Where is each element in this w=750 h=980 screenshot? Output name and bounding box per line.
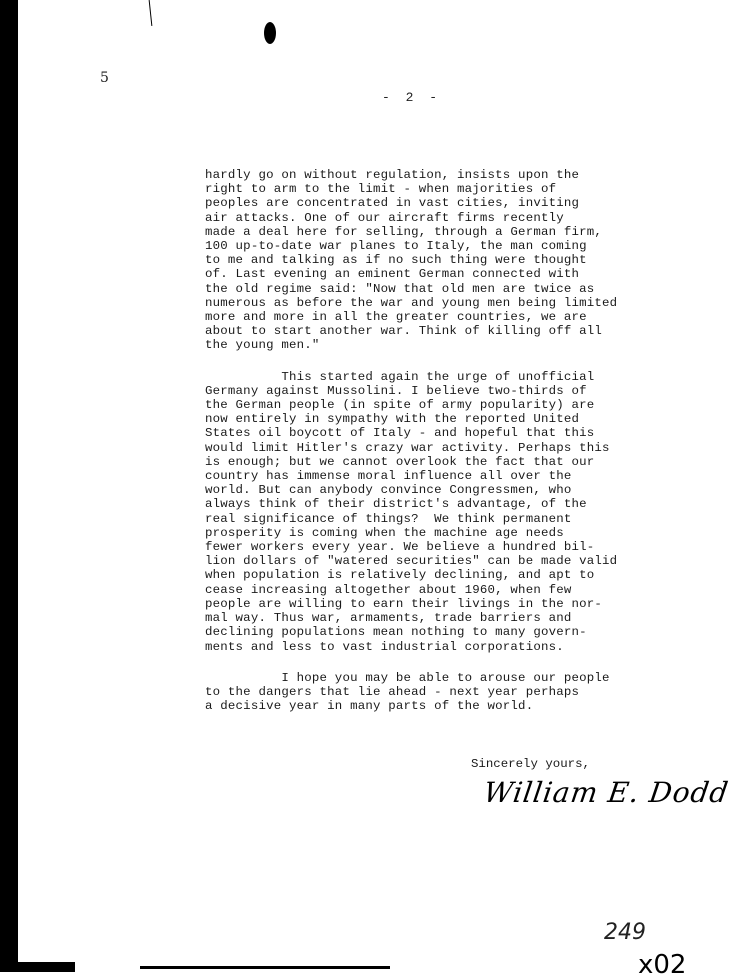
- text-line: now entirely in sympathy with the reported United: [205, 412, 580, 427]
- paragraph-3: [205, 671, 715, 714]
- page-number: - 2 -: [382, 90, 442, 105]
- paragraph-2: [205, 370, 715, 654]
- text-line: people are willing to earn their livings in the nor-: [205, 596, 603, 611]
- letter-body: [205, 168, 715, 730]
- text-line: about to start another war. Think of killing off all: [205, 324, 603, 339]
- text-line: ments and less to vast industrial corporations.: [205, 639, 564, 654]
- text-line: the young men.": [205, 338, 320, 353]
- text-line: to the dangers that lie ahead - next year perhaps: [205, 684, 580, 699]
- text-line: lion dollars of "watered securities" can be made valid: [205, 554, 618, 569]
- text-line: fewer workers every year. We believe a hundred bil-: [205, 540, 595, 555]
- scan-border-bottom-line: [140, 966, 390, 969]
- scan-border-left: [0, 0, 18, 965]
- text-line: when population is relatively declining, and apt to: [205, 568, 595, 583]
- text-line: of. Last evening an eminent German connected with: [205, 267, 580, 282]
- paragraph-1: [205, 168, 715, 353]
- text-line: mal way. Thus war, armaments, trade barriers and: [205, 611, 572, 626]
- text-line: country has immense moral influence all over the: [205, 469, 572, 484]
- text-line: more and more in all the greater countries, we are: [205, 310, 587, 325]
- text-line: numerous as before the war and young men being limited: [205, 295, 618, 310]
- handwritten-signature: William E. Dodd: [481, 776, 731, 809]
- text-line: 100 up-to-date war planes to Italy, the man coming: [205, 239, 587, 254]
- archive-number-secondary: x02: [638, 950, 687, 980]
- text-line: always think of their district's advantage, of the: [205, 497, 587, 512]
- scan-border-bottom: [0, 962, 75, 972]
- text-line: the old regime said: "Now that old men are twice as: [205, 281, 595, 296]
- text-line: world. But can anybody convince Congressmen, who: [205, 483, 572, 498]
- text-line: right to arm to the limit - when majorities of: [205, 182, 557, 197]
- text-line: peoples are concentrated in vast cities, inviting: [205, 196, 580, 211]
- text-line: would limit Hitler's crazy war activity. Perhaps this: [205, 440, 610, 455]
- text-line: made a deal here for selling, through a German firm,: [205, 224, 603, 239]
- text-line: real significance of things? We think permanent: [205, 511, 572, 526]
- text-line: to me and talking as if no such thing were thought: [205, 253, 587, 268]
- text-line: prosperity is coming when the machine age needs: [205, 525, 564, 540]
- text-line: This started again the urge of unofficial: [205, 369, 595, 384]
- margin-mark: 5: [100, 70, 109, 86]
- text-line: the German people (in spite of army popularity) are: [205, 398, 595, 413]
- punch-hole: [264, 22, 276, 44]
- archive-number: 249: [604, 920, 646, 945]
- closing-salutation: Sincerely yours,: [471, 757, 590, 771]
- text-line: States oil boycott of Italy - and hopeful that this: [205, 426, 595, 441]
- text-line: air attacks. One of our aircraft firms recently: [205, 210, 564, 225]
- text-line: hardly go on without regulation, insists upon the: [205, 168, 580, 182]
- text-line: a decisive year in many parts of the world.: [205, 699, 534, 714]
- scan-artifact-line: [149, 0, 153, 26]
- text-line: I hope you may be able to arouse our people: [205, 670, 610, 685]
- text-line: is enough; but we cannot overlook the fact that our: [205, 454, 595, 469]
- text-line: Germany against Mussolini. I believe two-thirds of: [205, 383, 587, 398]
- text-line: cease increasing altogether about 1960, when few: [205, 582, 572, 597]
- text-line: declining populations mean nothing to many govern-: [205, 625, 587, 640]
